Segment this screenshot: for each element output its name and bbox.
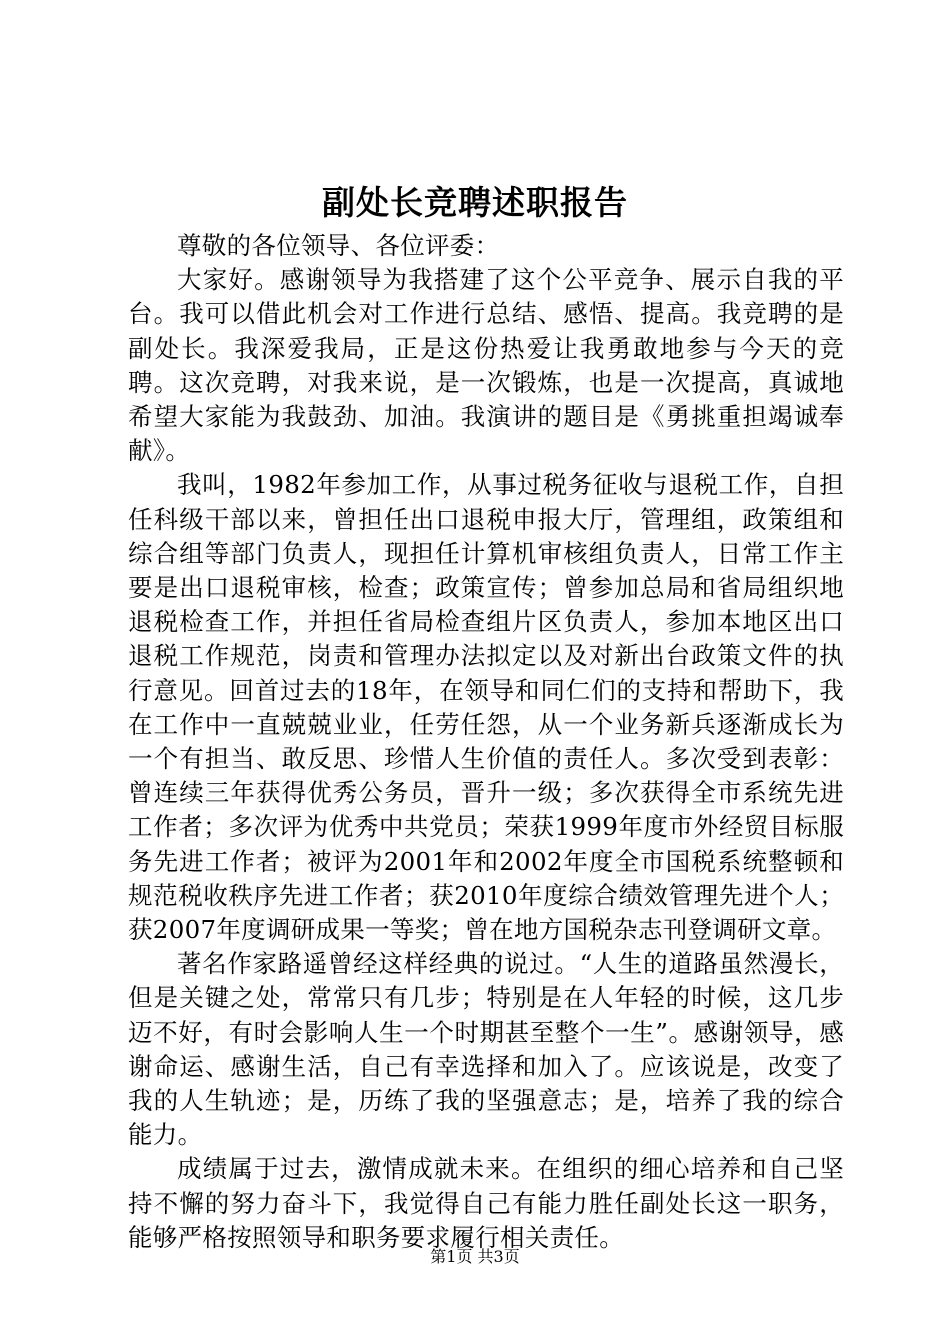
experience-paragraph: 我叫，1982年参加工作，从事过税务征收与退税工作，自担任科级干部以来，曾担任出口退税申报大厅，管理组，政策组和综合组等部门负责人，现担任计算机审核组负责人，日常工作主要是出口退税审核，检查；政策宣传；曾参加总局和省局组织地退税检查工作，并担任省局检查组片区负责人，参加本地区出口退税工作规范，岗责和管理办法拟定以及对新出台政策文件的执行意见。回首过去的18年，在领导和同仁们的支持和帮助下，我在工作中一直兢兢业业，任劳任怨，从一个业务新兵逐渐成长为一个有担当、敢反思、珍惜人生价值的责任人。多次受到表彰：曾连续三年获得优秀公务员，晋升一级；多次获得全市系统先进工作者；多次评为优秀中共党员；荣获1999年度市外经贸目标服务先进工作者；被评为2001年和2002年度全市国税系统整顿和规范税收秩序先进工作者；获2010年度综合绩效管理先进个人；获2007年度调研成果一等奖；曾在地方国税杂志刊登调研文章。 — [128, 470, 844, 945]
page-number-footer: 第1页 共3页 — [430, 1247, 520, 1266]
document-title: 副处长竞聘述职报告 — [322, 183, 628, 222]
salutation-paragraph: 尊敬的各位领导、各位评委： — [177, 231, 500, 260]
opening-paragraph: 大家好。感谢领导为我搭建了这个公平竞争、展示自我的平台。我可以借此机会对工作进行总结、感悟、提高。我竞聘的是副处长。我深爱我局，正是这份热爱让我勇敢地参与今天的竞聘。这次竞聘，对我来说，是一次锻炼，也是一次提高，真诚地希望大家能为我鼓劲、加油。我演讲的题目是《勇挑重担竭诚奉献》。 — [128, 265, 844, 466]
closing-paragraph: 成绩属于过去，激情成就未来。在组织的细心培养和自己坚持不懈的努力奋斗下，我觉得自己有能力胜任副处长这一职务，能够严格按照领导和职务要求履行相关责任。 — [128, 1154, 844, 1252]
document-body — [128, 229, 844, 1255]
quote-paragraph: 著名作家路遥曾经这样经典的说过。“人生的道路虽然漫长，但是关键之处，常常只有几步；特别是在人年轻的时候，这几步迈不好，有时会影响人生一个时期甚至整个一生”。感谢领导，感谢命运、感谢生活，自己有幸选择和加入了。应该说是，改变了我的人生轨迹；是，历练了我的坚强意志；是，培养了我的综合能力。 — [128, 949, 844, 1150]
